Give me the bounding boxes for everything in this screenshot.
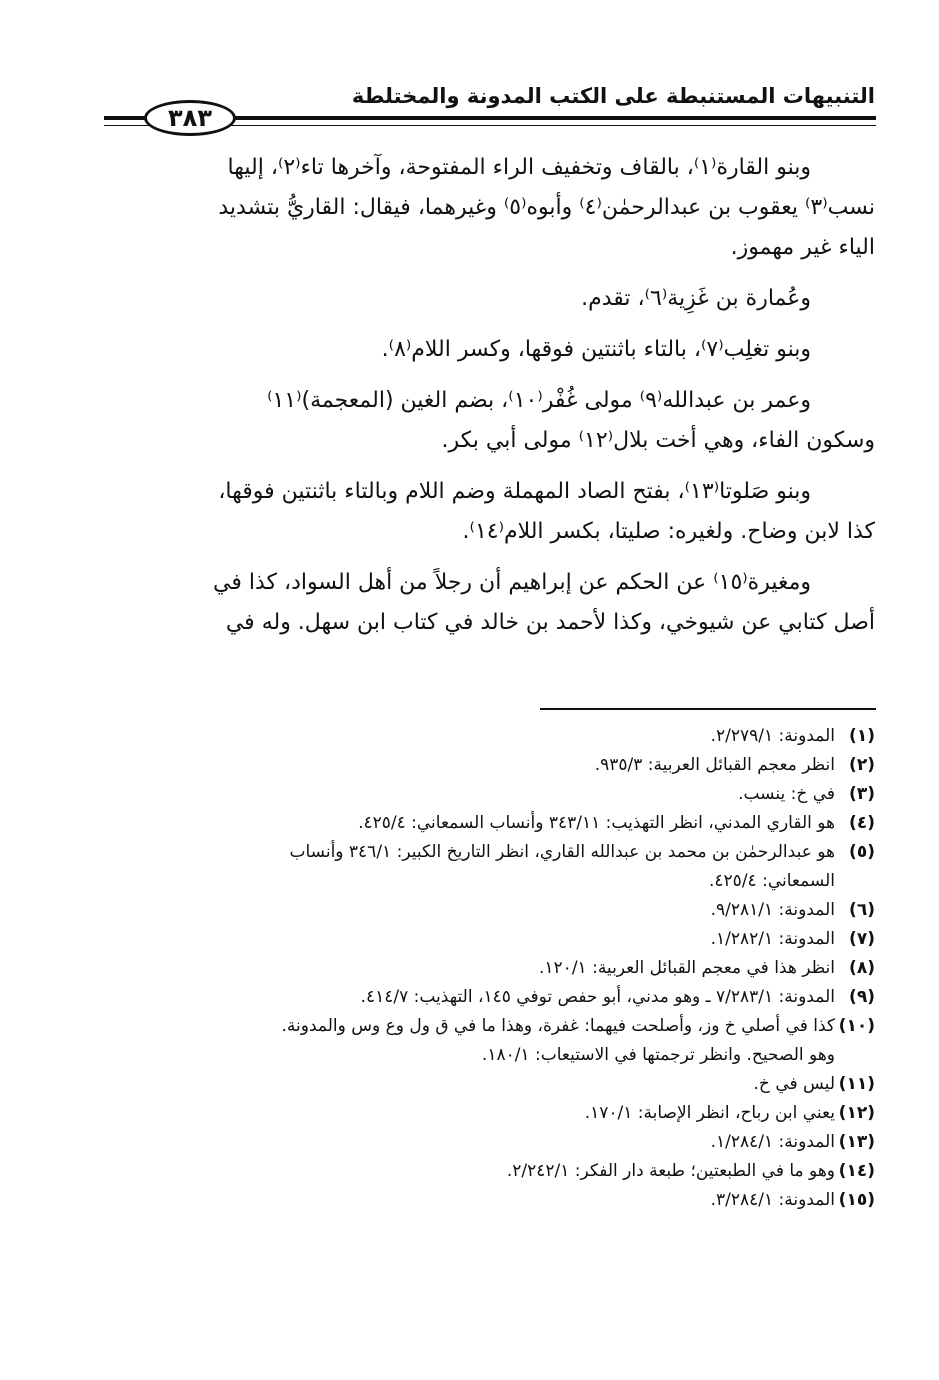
footnote-text: هو عبدالرحمٰن بن محمد بن عبدالله القاري، انظر التاريخ الكبير: ٣٤٦/١ وأنساب (289, 842, 835, 862)
footnotes (103, 722, 875, 1215)
footnote-text: هو القاري المدني، انظر التهذيب: ٣٤٣/١١ وأنساب السمعاني: ٤٢٥/٤. (358, 813, 835, 833)
footnote-number: (٨) (849, 958, 875, 978)
footnote-text: المدونة: ٩/٢٨١/١. (710, 900, 835, 920)
footnote (103, 1012, 875, 1070)
footnote (103, 1157, 875, 1186)
footnote-number: (٩) (849, 987, 875, 1007)
footnote-text: كذا في أصلي خ وز، وأصلحت فيهما: غفرة، وهذا ما في ق ول وع وس والمدونة. (281, 1016, 835, 1036)
footnote (103, 896, 875, 925)
footnote-number: (١) (849, 726, 875, 746)
footnote (103, 1128, 875, 1157)
footnote-continuation: وهو الصحيح. وانظر ترجمتها في الاستيعاب: ١٨٠/١. (481, 1045, 835, 1065)
footnote-separator (540, 708, 876, 710)
footnote-number: (١٠) (838, 1016, 875, 1036)
footnote (103, 925, 875, 954)
footnote-text: المدونة: ٧/٢٨٣/١ ـ وهو مدني، أبو حفص توفي ١٤٥، التهذيب: ٤١٤/٧. (360, 987, 835, 1007)
paragraph (103, 563, 875, 643)
footnote-number: (٣) (849, 784, 875, 804)
footnote (103, 838, 875, 896)
footnote (103, 722, 875, 751)
page-number-oval (144, 100, 236, 136)
footnote (103, 751, 875, 780)
footnote-text: المدونة: ٣/٢٨٤/١. (710, 1190, 835, 1210)
footnote-text: وهو ما في الطبعتين؛ طبعة دار الفكر: ٢/٢٤٢/١. (506, 1161, 835, 1181)
paragraph (103, 381, 875, 461)
footnote-text: في خ: ينسب. (738, 784, 835, 804)
footnote-text: انظر معجم القبائل العربية: ٩٣٥/٣. (594, 755, 835, 775)
footnote (103, 954, 875, 983)
text-line: وعُمارة بن غَزِية⁽٦⁾، تقدم. (581, 286, 811, 311)
footnote (103, 809, 875, 838)
text-line: وبنو تغلِب⁽٧⁾، بالتاء باثنتين فوقها، وكسر اللام⁽٨⁾. (381, 337, 811, 362)
main-text (103, 148, 875, 654)
footnote-number: (١٥) (838, 1190, 875, 1210)
footnote-number: (٢) (849, 755, 875, 775)
running-header-title: التنبيهات المستنبطة على الكتب المدونة والمختلطة (351, 84, 875, 108)
footnote (103, 1070, 875, 1099)
text-line: وعمر بن عبدالله⁽٩⁾ مولى غُفْر⁽١٠⁾، بضم الغين (المعجمة)⁽١١⁾ (267, 388, 811, 413)
footnote-text: انظر هذا في معجم القبائل العربية: ١٢٠/١. (539, 958, 835, 978)
footnote-number: (٤) (849, 813, 875, 833)
text-line: كذا لابن وضاح. ولغيره: صليتا، بكسر اللام⁽١٤⁾. (462, 519, 875, 544)
footnote-text: ليس في خ. (753, 1074, 835, 1094)
text-line: وسكون الفاء، وهي أخت بلال⁽١٢⁾ مولى أبي بكر. (441, 428, 875, 453)
text-line: وبنو صَلوتا⁽١٣⁾، بفتح الصاد المهملة وضم اللام وبالتاء باثنتين فوقها، (218, 479, 811, 504)
footnote-text: يعني ابن رباح، انظر الإصابة: ١٧٠/١. (584, 1103, 835, 1123)
footnote (103, 983, 875, 1012)
footnote-text: المدونة: ٢/٢٧٩/١. (710, 726, 835, 746)
page-number: ٣٨٣ (168, 104, 212, 132)
footnote (103, 780, 875, 809)
footnote-number: (١٣) (838, 1132, 875, 1152)
footnote (103, 1186, 875, 1215)
paragraph (103, 148, 875, 268)
paragraph (103, 472, 875, 552)
footnote-number: (٦) (849, 900, 875, 920)
footnote-number: (٧) (849, 929, 875, 949)
footnote-number: (٥) (849, 842, 875, 862)
footnote-continuation: السمعاني: ٤٢٥/٤. (709, 871, 835, 891)
footnote-text: المدونة: ١/٢٨٤/١. (710, 1132, 835, 1152)
footnote-number: (١٢) (838, 1103, 875, 1123)
paragraph (103, 330, 875, 370)
footnote-number: (١٤) (838, 1161, 875, 1181)
text-line: نسب⁽٣⁾ يعقوب بن عبدالرحمٰن⁽٤⁾ وأبوه⁽٥⁾ وغيرهما، فيقال: القاريُّ بتشديد (218, 195, 875, 220)
text-line: أصل كتابي عن شيوخي، وكذا لأحمد بن خالد في كتاب ابن سهل. وله في (225, 610, 875, 635)
footnote-text: المدونة: ١/٢٨٢/١. (710, 929, 835, 949)
footnote-number: (١١) (838, 1074, 875, 1094)
text-line: ومغيرة⁽١٥⁾ عن الحكم عن إبراهيم أن رجلاً من أهل السواد، كذا في (213, 570, 811, 595)
footnote (103, 1099, 875, 1128)
text-line: الياء غير مهموز. (730, 235, 875, 260)
text-line: وبنو القارة⁽١⁾، بالقاف وتخفيف الراء المفتوحة، وآخرها تاء⁽٢⁾، إليها (227, 155, 811, 180)
paragraph (103, 279, 875, 319)
